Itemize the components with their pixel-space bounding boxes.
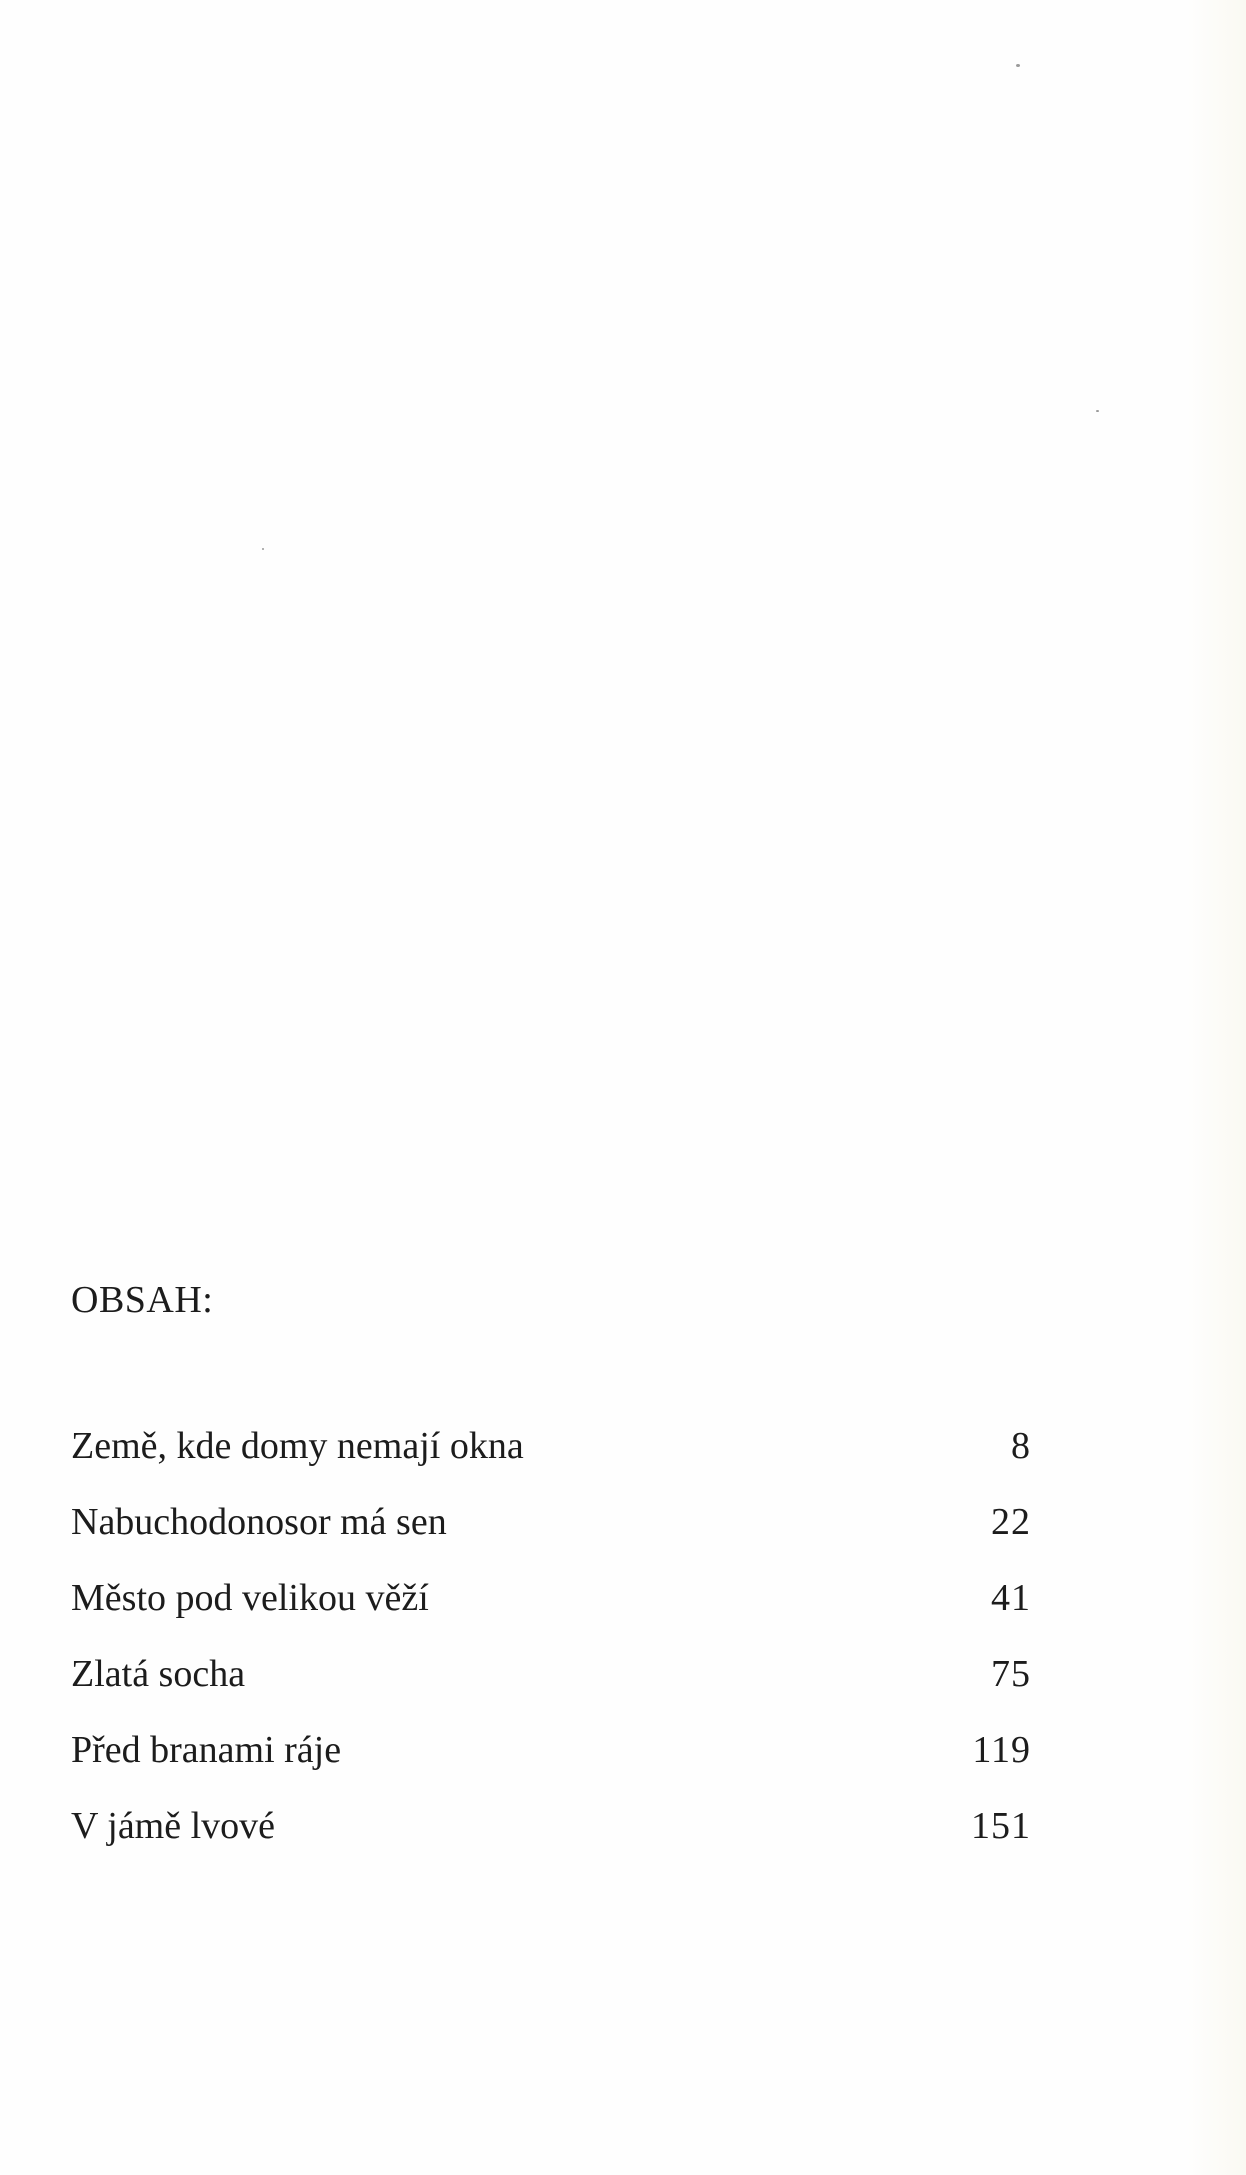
toc-entry[interactable] — [71, 1490, 1031, 1566]
table-of-contents — [71, 1268, 1031, 1870]
toc-entry-title: Město pod velikou věží — [71, 1577, 429, 1619]
toc-entry-page-number: 151 — [971, 1805, 1031, 1847]
toc-entry-page-number: 8 — [1011, 1425, 1031, 1467]
toc-entry-page-number: 41 — [991, 1577, 1031, 1619]
toc-entry-page-number: 22 — [991, 1501, 1031, 1543]
toc-entry-page-number: 75 — [991, 1653, 1031, 1695]
paper-speck — [262, 548, 264, 550]
toc-entry-page-number: 119 — [972, 1729, 1031, 1771]
toc-entry-title: Nabuchodonosor má sen — [71, 1501, 447, 1543]
toc-entry[interactable] — [71, 1566, 1031, 1642]
toc-entry[interactable] — [71, 1642, 1031, 1718]
paper-speck — [1096, 410, 1099, 412]
toc-entry[interactable] — [71, 1414, 1031, 1490]
toc-entry-title: Před branami ráje — [71, 1729, 342, 1771]
paper-speck — [1016, 64, 1020, 67]
toc-entry-title: Zlatá socha — [71, 1653, 246, 1695]
toc-entry[interactable] — [71, 1794, 1031, 1870]
toc-entry[interactable] — [71, 1718, 1031, 1794]
toc-list — [71, 1414, 1031, 1870]
page-edge-shading — [1186, 0, 1246, 2175]
toc-heading: OBSAH: — [71, 1279, 214, 1321]
toc-entry-title: Země, kde domy nemají okna — [71, 1425, 524, 1467]
toc-entry-title: V jámě lvové — [71, 1805, 276, 1847]
